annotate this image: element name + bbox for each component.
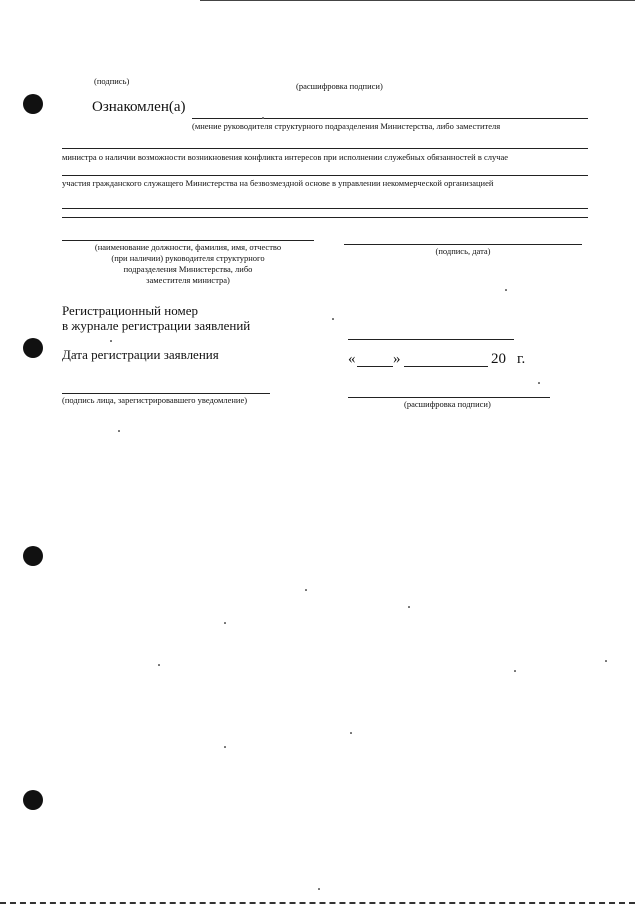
- date-close-quote: »: [393, 351, 401, 367]
- opinion-line-4: [62, 217, 588, 218]
- date-year-suffix: г.: [517, 351, 526, 367]
- scan-speck: [158, 664, 160, 666]
- punch-hole: [23, 94, 43, 114]
- registration-number-label-2: в журнале регистрации заявлений: [62, 318, 251, 333]
- opinion-line-1: [62, 148, 588, 149]
- scan-speck: [350, 732, 352, 734]
- transcript-caption-top: (расшифровка подписи): [296, 81, 383, 91]
- scan-speck: [514, 670, 516, 672]
- scan-speck: [262, 117, 264, 119]
- opinion-caption-2: министра о наличии возможности возникновения конфликта интересов при исполнении служебных обязанностей в случае: [62, 152, 509, 162]
- registrar-caption: (подпись лица, зарегистрировавшего уведомление): [62, 395, 248, 405]
- sign-date-line: [344, 244, 582, 245]
- date-month-line: [404, 366, 488, 367]
- scan-speck: [305, 589, 307, 591]
- registration-date-label: Дата регистрации заявления: [62, 347, 219, 362]
- punch-hole: [23, 338, 43, 358]
- scan-speck: [332, 318, 334, 320]
- punch-hole: [23, 546, 43, 566]
- signature-caption: (подпись): [94, 76, 130, 86]
- punch-hole: [23, 790, 43, 810]
- scan-speck: [318, 888, 320, 890]
- scan-speck: [118, 430, 120, 432]
- top-edge-line: [200, 0, 635, 1]
- date-day-line: [357, 366, 393, 367]
- opinion-caption-1: (мнение руководителя структурного подразделения Министерства, либо заместителя: [192, 121, 501, 131]
- official-caption: [62, 242, 314, 286]
- acquainted-label: Ознакомлен(а): [92, 99, 186, 115]
- opinion-line-2: [62, 175, 588, 176]
- date-open-quote: «: [348, 351, 356, 367]
- registrar-sign-line: [62, 393, 270, 394]
- scan-speck: [110, 340, 112, 342]
- official-caption-line1: (наименование должности, фамилия, имя, отчество: [94, 242, 282, 252]
- registrar-transcript-line: [348, 397, 550, 398]
- scan-speck: [538, 382, 540, 384]
- date-year-prefix: 20: [491, 351, 506, 367]
- registrar-transcript-caption: (расшифровка подписи): [404, 399, 491, 409]
- official-name-line: [62, 240, 314, 241]
- scan-speck: [605, 660, 607, 662]
- scan-speck: [224, 622, 226, 624]
- opinion-caption-3: участия гражданского служащего Министерства на безвозмездной основе в управлении некоммерческой организацией: [62, 178, 494, 188]
- scan-speck: [224, 746, 226, 748]
- official-caption-line3: подразделения Министерства, либо: [123, 264, 253, 274]
- registration-number-label-1: Регистрационный номер: [62, 303, 198, 318]
- acquainted-line: [192, 118, 588, 119]
- official-caption-line2: (при наличии) руководителя структурного: [111, 253, 265, 263]
- official-caption-line4: заместителя министра): [146, 275, 230, 285]
- opinion-line-3: [62, 208, 588, 209]
- scan-speck: [505, 289, 507, 291]
- registration-number-line: [348, 339, 514, 340]
- sign-date-caption: (подпись, дата): [435, 246, 491, 256]
- scan-speck: [408, 606, 410, 608]
